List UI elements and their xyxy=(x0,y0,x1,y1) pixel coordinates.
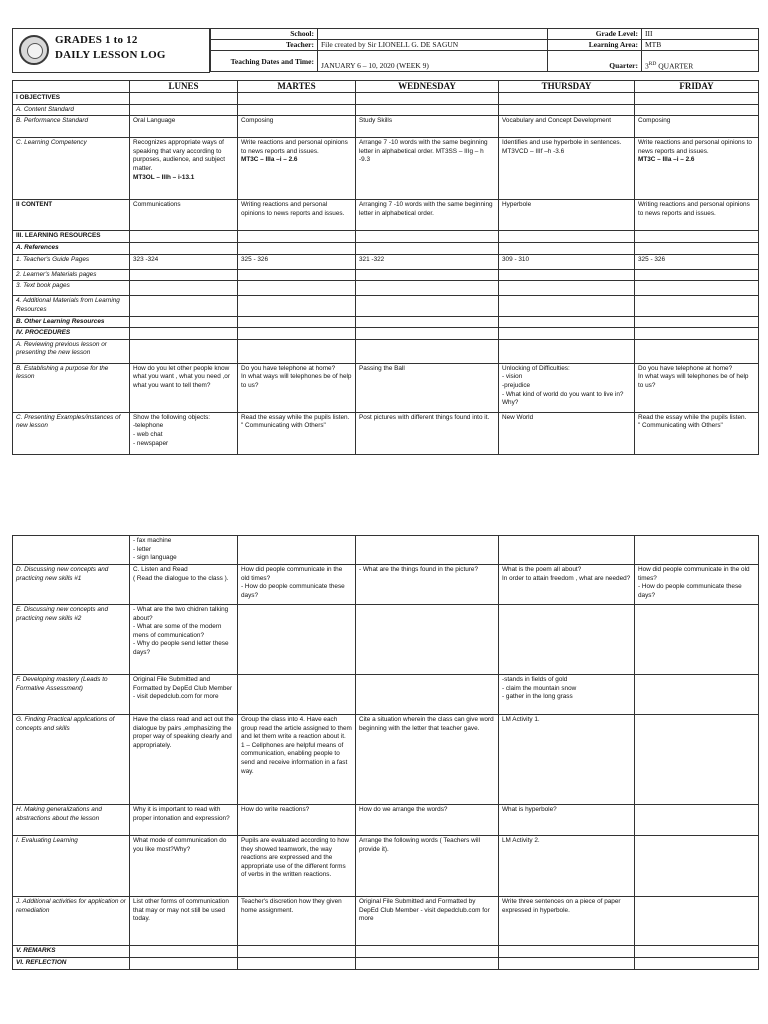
cell-line: - vision xyxy=(502,373,523,381)
lesson-table-page1-body xyxy=(13,81,759,455)
cell-wednesday xyxy=(356,231,499,243)
teacher-value: File created by Sir LIONELL G. DE SAGUN xyxy=(318,40,548,51)
cell-monday xyxy=(130,316,238,328)
cell-line: " Communicating with Others" xyxy=(241,422,326,430)
row-j-additional-activities-for-application- xyxy=(13,897,759,946)
cell-line: " Communicating with Others" xyxy=(638,422,723,430)
cell-line: - What are some of the modern mens of communication? xyxy=(133,623,222,639)
row-a-reviewing-previous-lesson-or-presentin xyxy=(13,339,759,363)
cell-friday xyxy=(635,675,759,715)
cell-thursday xyxy=(499,316,635,328)
cell-line: - sign language xyxy=(133,554,177,562)
cell-line: C. Listen and Read xyxy=(133,566,188,573)
row-label: II CONTENT xyxy=(13,200,130,231)
row-label: I OBJECTIVES xyxy=(13,93,130,105)
cell-tuesday xyxy=(238,281,356,296)
cell-line: List other forms of communication that may or may not still be used today. xyxy=(133,898,229,923)
cell-thursday xyxy=(499,328,635,340)
cell-line: 325 - 326 xyxy=(638,255,666,263)
cell-line: Arrange 7 -10 words with the same beginning letter in alphabetical order. MT3SS – IIIg – h -9.3 xyxy=(359,139,488,164)
cell-line: MT3C – IIIa –i – 2.6 xyxy=(638,156,695,164)
lesson-table-page1 xyxy=(12,80,759,455)
cell-wednesday xyxy=(356,605,499,675)
cell-friday xyxy=(635,200,759,231)
cell-line: 321 -322 xyxy=(359,255,385,263)
row-v-remarks xyxy=(13,946,759,958)
cell-wednesday xyxy=(356,675,499,715)
row-label: H. Making generalizations and abstractions about the lesson xyxy=(13,805,130,836)
cell-monday xyxy=(130,946,238,958)
cell-wednesday xyxy=(356,328,499,340)
cell-tuesday xyxy=(238,116,356,138)
cell-thursday xyxy=(499,805,635,836)
quarter-label: Quarter: xyxy=(548,51,642,72)
cell-line: Post pictures with different things found into it. xyxy=(359,413,490,421)
cell-tuesday xyxy=(238,93,356,105)
cell-tuesday xyxy=(238,412,356,454)
cell-line: In what ways will telephones be of help to us? xyxy=(638,373,749,389)
cell-friday xyxy=(635,231,759,243)
row-b-establishing-a-purpose-for-the-lesson xyxy=(13,363,759,412)
cell-line: Why it is important to read with proper intonation and expression? xyxy=(133,806,230,822)
cell-wednesday xyxy=(356,339,499,363)
cell-wednesday xyxy=(356,715,499,805)
row-a-content-standard xyxy=(13,104,759,116)
cell-line: ( Read the dialogue to the class ). xyxy=(133,574,229,582)
row-label: IV. PROCEDURES xyxy=(13,328,130,340)
day-header-monday: LUNES xyxy=(130,81,238,93)
cell-tuesday xyxy=(238,104,356,116)
cell-monday xyxy=(130,328,238,340)
cell-monday xyxy=(130,339,238,363)
cell-line: Teacher's discretion how they given home assignment. xyxy=(241,898,342,914)
cell-thursday xyxy=(499,138,635,200)
row-label: VI. REFLECTION xyxy=(13,958,130,970)
row-g-finding-practical-applications-of-conc xyxy=(13,715,759,805)
cell-thursday xyxy=(499,339,635,363)
cell-friday xyxy=(635,536,759,565)
header-title-line2: DAILY LESSON LOG xyxy=(55,49,166,61)
cell-thursday xyxy=(499,104,635,116)
cell-monday xyxy=(130,836,238,897)
cell-friday xyxy=(635,412,759,454)
cell-thursday xyxy=(499,836,635,897)
row-label: C. Learning Competency xyxy=(13,138,130,200)
row-label: 3. Text book pages xyxy=(13,281,130,296)
day-header-thursday: THURSDAY xyxy=(499,81,635,93)
cell-tuesday xyxy=(238,339,356,363)
cell-tuesday xyxy=(238,565,356,605)
cell-friday xyxy=(635,897,759,946)
row-a-references xyxy=(13,243,759,255)
cell-friday xyxy=(635,715,759,805)
cell-line: Unlocking of Difficulties: xyxy=(502,364,570,372)
row-label: J. Additional activities for application or remediation xyxy=(13,897,130,946)
school-value xyxy=(318,29,548,40)
cell-line: 309 - 310 xyxy=(502,255,530,263)
cell-line: MT3OL – IIIh – i-13.1 xyxy=(133,173,195,181)
cell-thursday xyxy=(499,243,635,255)
quarter-suffix: RD xyxy=(648,60,657,67)
cell-thursday xyxy=(499,254,635,269)
cell-thursday xyxy=(499,605,635,675)
cell-monday xyxy=(130,805,238,836)
cell-line: Pupils are evaluated according to how they showed teamwork, the way reactions are expressed and the appropriate use of the different forms of verbs in the written reactions. xyxy=(241,837,349,879)
row-label: III. LEARNING RESOURCES xyxy=(13,231,130,243)
cell-line: Have the class read and act out the dialogue by pairs ,emphasizing the proper way of speaking clearly and appropriately. xyxy=(133,716,234,749)
cell-tuesday xyxy=(238,897,356,946)
row-i-objectives xyxy=(13,93,759,105)
cell-line: Vocabulary and Concept Development xyxy=(502,117,612,125)
lesson-table-page2 xyxy=(12,535,759,970)
cell-line: MT3C – IIIa –i – 2.6 xyxy=(241,156,298,164)
row-label: D. Discussing new concepts and practicing new skills #1 xyxy=(13,565,130,605)
cell-line: - Why do people send letter these days? xyxy=(133,640,229,656)
dates-value: JANUARY 6 – 10, 2020 (WEEK 9) xyxy=(318,51,548,72)
cell-tuesday xyxy=(238,715,356,805)
cell-line: Writing reactions and personal opinions to news reports and issues. xyxy=(241,201,345,217)
row-iii-learning-resources xyxy=(13,231,759,243)
cell-wednesday xyxy=(356,138,499,200)
cell-friday xyxy=(635,316,759,328)
cell-line: Communications xyxy=(133,201,181,209)
cell-line: LM Activity 1. xyxy=(502,716,540,723)
row-label: B. Other Learning Resources xyxy=(13,316,130,328)
cell-friday xyxy=(635,104,759,116)
cell-friday xyxy=(635,805,759,836)
cell-line: Read the essay while the pupils listen. xyxy=(241,413,350,421)
cell-line: - claim the mountain snow xyxy=(502,684,577,692)
row-label: 2. Learner's Materials pages xyxy=(13,269,130,281)
cell-monday xyxy=(130,269,238,281)
cell-friday xyxy=(635,339,759,363)
cell-wednesday xyxy=(356,805,499,836)
day-header-friday: FRIDAY xyxy=(635,81,759,93)
cell-monday xyxy=(130,897,238,946)
cell-tuesday xyxy=(238,200,356,231)
row-ii-content xyxy=(13,200,759,231)
cell-line: - newspaper xyxy=(133,439,169,447)
row-e-discussing-new-concepts-and-practicing xyxy=(13,605,759,675)
cell-wednesday xyxy=(356,363,499,412)
cell-thursday xyxy=(499,281,635,296)
row-iv-procedures xyxy=(13,328,759,340)
row-b-other-learning-resources xyxy=(13,316,759,328)
cell-line: Write three sentences on a piece of paper expressed in hyperbole. xyxy=(502,898,621,914)
row-vi-reflection xyxy=(13,958,759,970)
cell-tuesday xyxy=(238,243,356,255)
cell-friday xyxy=(635,328,759,340)
row-label: B. Performance Standard xyxy=(13,116,130,138)
cell-line: - web chat xyxy=(133,430,163,438)
cell-friday xyxy=(635,296,759,316)
cell-line: - What kind of world do you want to live in? Why? xyxy=(502,390,624,407)
cell-line: Passing the Ball xyxy=(359,364,405,372)
cell-line: How do you let other people know what you want , what you need ,or what you want to tell them? xyxy=(133,364,230,389)
cell-line: 325 - 326 xyxy=(241,255,269,263)
cell-line: Do you have telephone at home? xyxy=(241,364,336,372)
cell-wednesday xyxy=(356,254,499,269)
cell-thursday xyxy=(499,675,635,715)
cell-friday xyxy=(635,269,759,281)
cell-wednesday xyxy=(356,565,499,605)
cell-friday xyxy=(635,605,759,675)
cell-friday xyxy=(635,836,759,897)
row-label: V. REMARKS xyxy=(13,946,130,958)
cell-monday xyxy=(130,200,238,231)
row-c-learning-competency xyxy=(13,138,759,200)
row-i-evaluating-learning xyxy=(13,836,759,897)
cell-line: - gather in the long grass xyxy=(502,693,573,701)
cell-friday xyxy=(635,565,759,605)
cell-wednesday xyxy=(356,281,499,296)
cell-line: Write reactions and personal opinions to news reports and issues. xyxy=(638,139,752,155)
cell-wednesday xyxy=(356,946,499,958)
cell-line: - How do people communicate these days? xyxy=(241,583,345,599)
cell-wednesday xyxy=(356,412,499,454)
cell-line: What mode of communication do you like most?Why? xyxy=(133,837,227,853)
cell-line: Composing xyxy=(638,117,671,125)
row-c-presenting-examples-instances-of-new-l xyxy=(13,412,759,454)
cell-line: Arranging 7 -10 words with the same beginning letter in alphabetical order. xyxy=(359,201,493,217)
quarter-value xyxy=(642,51,759,72)
cell-line: Do you have telephone at home? xyxy=(638,364,733,372)
cell-friday xyxy=(635,243,759,255)
cell-wednesday xyxy=(356,243,499,255)
cell-friday xyxy=(635,958,759,970)
cell-wednesday xyxy=(356,836,499,897)
cell-tuesday xyxy=(238,805,356,836)
cell-tuesday xyxy=(238,605,356,675)
cell-tuesday xyxy=(238,328,356,340)
cell-line: Read the essay while the pupils listen. xyxy=(638,413,747,421)
cell-monday xyxy=(130,281,238,296)
cell-wednesday xyxy=(356,93,499,105)
row-b-performance-standard xyxy=(13,116,759,138)
cell-friday xyxy=(635,363,759,412)
cell-monday xyxy=(130,93,238,105)
cell-monday xyxy=(130,138,238,200)
deped-seal-icon xyxy=(19,35,49,65)
cell-friday xyxy=(635,138,759,200)
cell-wednesday xyxy=(356,296,499,316)
cell-line: New World xyxy=(502,413,534,421)
cell-friday xyxy=(635,254,759,269)
cell-line: Arrange the following words ( Teachers will provide it). xyxy=(359,837,481,853)
cell-line: Recognizes appropriate ways of speaking that vary according to purposes, audience, and subject matter. xyxy=(133,139,226,172)
row-2-learner-s-materials-pages xyxy=(13,269,759,281)
logo-box xyxy=(12,28,210,73)
lesson-table-page2-body xyxy=(13,536,759,970)
cell-thursday xyxy=(499,565,635,605)
cell-tuesday xyxy=(238,363,356,412)
area-label: Learning Area: xyxy=(548,40,642,51)
cell-tuesday xyxy=(238,296,356,316)
row-label: 1. Teacher's Guide Pages xyxy=(13,254,130,269)
cell-line: How did people communicate in the old times? xyxy=(241,566,343,582)
cell-line: - What are the two chidren talking about? xyxy=(133,606,229,622)
row-label: C. Presenting Examples/instances of new lesson xyxy=(13,412,130,454)
cell-wednesday xyxy=(356,269,499,281)
cell-line: Show the following objects: xyxy=(133,413,211,421)
cell-monday xyxy=(130,958,238,970)
cell-thursday xyxy=(499,269,635,281)
cell-thursday xyxy=(499,231,635,243)
cell-line: Cite a situation wherein the class can give word beginning with the letter that teacher gave. xyxy=(359,716,494,732)
cell-thursday xyxy=(499,93,635,105)
cell-tuesday xyxy=(238,138,356,200)
school-label: School: xyxy=(211,29,318,40)
cell-line: Study Skills xyxy=(359,117,393,125)
row-3-text-book-pages xyxy=(13,281,759,296)
row-label: I. Evaluating Learning xyxy=(13,836,130,897)
cell-wednesday xyxy=(356,200,499,231)
row-label: B. Establishing a purpose for the lesson xyxy=(13,363,130,412)
cell-monday xyxy=(130,243,238,255)
day-header-row xyxy=(13,81,759,93)
cell-monday xyxy=(130,412,238,454)
row-continued xyxy=(13,536,759,565)
cell-line: 323 -324 xyxy=(133,255,159,263)
cell-thursday xyxy=(499,200,635,231)
cell-line: In what ways will telephones be of help to us? xyxy=(241,373,352,389)
cell-tuesday xyxy=(238,675,356,715)
day-header-blank xyxy=(13,81,130,93)
cell-line: Original File Submitted and Formatted by DepEd Club Member - visit depedclub.com for more xyxy=(359,898,490,923)
area-value: MTB xyxy=(642,40,759,51)
cell-line: Hyperbole xyxy=(502,201,532,209)
cell-monday xyxy=(130,116,238,138)
cell-tuesday xyxy=(238,231,356,243)
cell-monday xyxy=(130,675,238,715)
day-header-tuesday: MARTES xyxy=(238,81,356,93)
cell-friday xyxy=(635,946,759,958)
cell-line: In order to attain freedom , what are needed? xyxy=(502,574,631,582)
teacher-label: Teacher: xyxy=(211,40,318,51)
cell-wednesday xyxy=(356,958,499,970)
cell-tuesday xyxy=(238,836,356,897)
cell-tuesday xyxy=(238,316,356,328)
cell-thursday xyxy=(499,715,635,805)
row-label: A. Content Standard xyxy=(13,104,130,116)
cell-tuesday xyxy=(238,269,356,281)
row-h-making-generalizations-and-abstraction xyxy=(13,805,759,836)
cell-line: Group the class into 4. Have each group read the article assigned to them and let them write a reaction about it. xyxy=(241,716,352,741)
cell-friday xyxy=(635,93,759,105)
cell-monday xyxy=(130,296,238,316)
cell-line: - letter xyxy=(133,545,152,553)
cell-wednesday xyxy=(356,104,499,116)
dates-label: Teaching Dates and Time: xyxy=(211,51,318,72)
cell-monday xyxy=(130,104,238,116)
row-4-additional-materials-from-learning-res xyxy=(13,296,759,316)
cell-line: Identifies and use hyperbole in sentences. xyxy=(502,139,622,147)
cell-line: -prejudice xyxy=(502,381,531,389)
cell-line: - fax machine xyxy=(133,537,172,544)
row-label: A. Reviewing previous lesson or presenting the new lesson xyxy=(13,339,130,363)
cell-monday xyxy=(130,536,238,565)
row-label: E. Discussing new concepts and practicing new skills #2 xyxy=(13,605,130,675)
row-1-teacher-s-guide-pages xyxy=(13,254,759,269)
row-label: F. Developing mastery (Leads to Formative Assessment) xyxy=(13,675,130,715)
cell-monday xyxy=(130,231,238,243)
grade-value: III xyxy=(642,29,759,40)
cell-line: How did people communicate in the old times? xyxy=(638,566,750,582)
cell-tuesday xyxy=(238,254,356,269)
row-label: A. References xyxy=(13,243,130,255)
cell-line: 1 – Cellphones are helpful means of communication, enabling people to send and receive information in a fast way. xyxy=(241,741,348,775)
cell-thursday xyxy=(499,958,635,970)
cell-line: Composing xyxy=(241,117,274,125)
cell-line: What is hyperbole? xyxy=(502,806,557,813)
cell-line: How do we arrange the words? xyxy=(359,806,448,813)
cell-line: Oral Language xyxy=(133,117,176,125)
cell-wednesday xyxy=(356,897,499,946)
cell-monday xyxy=(130,715,238,805)
cell-thursday xyxy=(499,363,635,412)
cell-wednesday xyxy=(356,536,499,565)
cell-line: LM Activity 2. xyxy=(502,837,540,844)
row-d-discussing-new-concepts-and-practicing xyxy=(13,565,759,605)
row-label: 4. Additional Materials from Learning Resources xyxy=(13,296,130,316)
header-title-line1: GRADES 1 to 12 xyxy=(55,34,138,46)
day-header-wednesday: WEDNESDAY xyxy=(356,81,499,93)
header-info-table xyxy=(210,28,759,72)
cell-thursday xyxy=(499,536,635,565)
row-label: G. Finding Practical applications of concepts and skills xyxy=(13,715,130,805)
cell-thursday xyxy=(499,897,635,946)
cell-line: MT3VCD – IIIf –h -3.6 xyxy=(502,147,565,155)
row-label xyxy=(13,536,130,565)
cell-friday xyxy=(635,116,759,138)
cell-monday xyxy=(130,605,238,675)
cell-line: What is the poem all about? xyxy=(502,566,582,573)
cell-line: - How do people communicate these days? xyxy=(638,583,742,599)
cell-thursday xyxy=(499,946,635,958)
cell-thursday xyxy=(499,296,635,316)
cell-monday xyxy=(130,363,238,412)
cell-monday xyxy=(130,565,238,605)
cell-line: -telephone xyxy=(133,422,164,430)
cell-friday xyxy=(635,281,759,296)
cell-wednesday xyxy=(356,316,499,328)
cell-line: - What are the things found in the picture? xyxy=(359,566,479,573)
grade-label: Grade Level: xyxy=(548,29,642,40)
cell-line: Original File Submitted and Formatted by DepEd Club Member - visit depedclub.com for more xyxy=(133,676,233,701)
cell-line: Writing reactions and personal opinions to news reports and issues. xyxy=(638,201,750,217)
cell-tuesday xyxy=(238,946,356,958)
cell-wednesday xyxy=(356,116,499,138)
cell-tuesday xyxy=(238,536,356,565)
quarter-text: QUARTER xyxy=(656,61,694,70)
cell-line: -stands in fields of gold xyxy=(502,676,568,683)
cell-thursday xyxy=(499,116,635,138)
row-f-developing-mastery-leads-to-formative- xyxy=(13,675,759,715)
cell-thursday xyxy=(499,412,635,454)
cell-line: How do write reactions? xyxy=(241,806,310,813)
quarter-number: 3 xyxy=(645,61,649,70)
cell-monday xyxy=(130,254,238,269)
cell-tuesday xyxy=(238,958,356,970)
cell-line: Write reactions and personal opinions to news reports and issues. xyxy=(241,139,348,155)
